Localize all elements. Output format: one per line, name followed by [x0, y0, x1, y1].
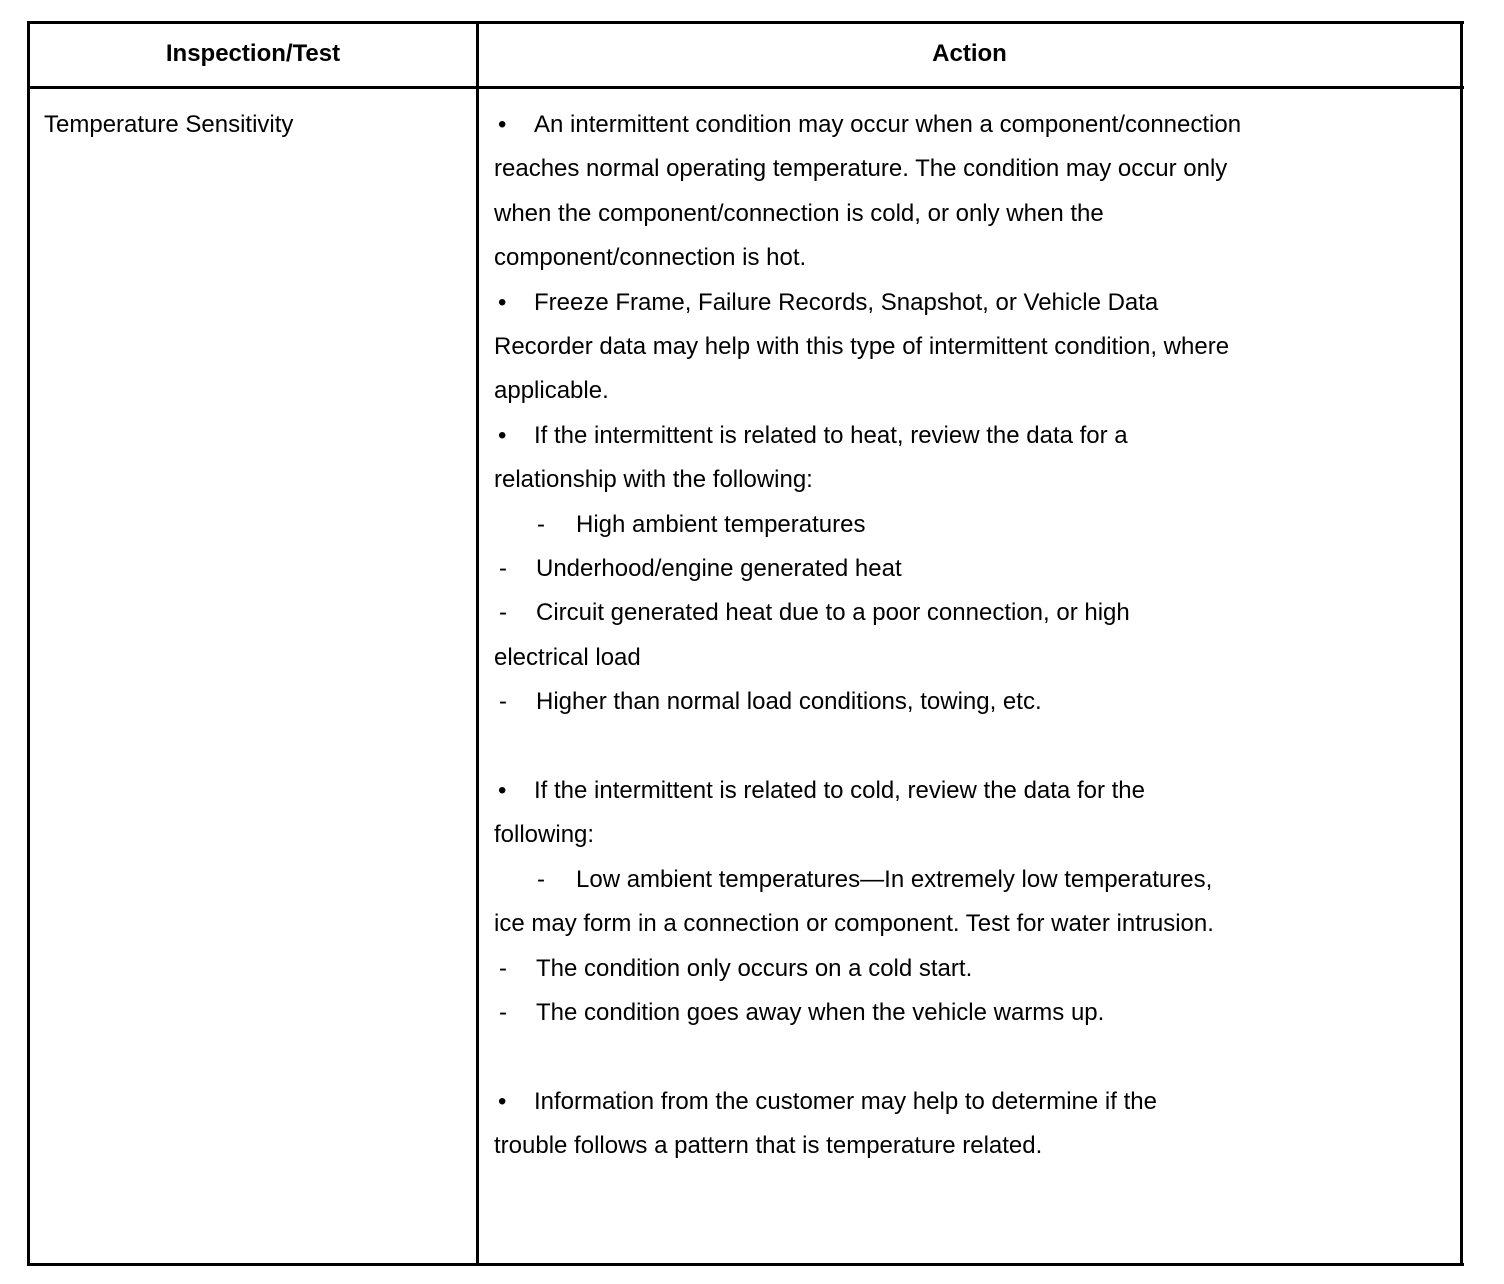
dash-icon: -: [499, 954, 507, 982]
action-line: reaches normal operating temperature. The condition may occur only: [494, 155, 1228, 183]
action-line: Underhood/engine generated heat: [536, 555, 902, 582]
action-line: High ambient temperatures: [576, 510, 866, 538]
table-border-left: [27, 21, 30, 1266]
header-divider: [27, 86, 1464, 89]
action-line: relationship with the following:: [494, 466, 813, 494]
header-action: Action: [932, 40, 1007, 67]
action-line: Freeze Frame, Failure Records, Snapshot, or Vehicle Data: [534, 288, 1159, 316]
inspection-cell: Temperature Sensitivity: [44, 111, 294, 138]
bullet-icon: •: [498, 1087, 507, 1115]
action-line: Low ambient temperatures—In extremely low temperatures,: [576, 865, 1213, 893]
action-line: when the component/connection is cold, or only when the: [494, 199, 1104, 227]
column-divider: [476, 21, 479, 1266]
bullet-icon: •: [498, 111, 507, 138]
dash-icon: -: [499, 999, 507, 1026]
action-line: The condition goes away when the vehicle warms up.: [536, 999, 1105, 1026]
table-border-bottom: [27, 1263, 1464, 1266]
bullet-icon: •: [498, 777, 507, 804]
action-line: Information from the customer may help to determine if the: [534, 1087, 1157, 1115]
action-line: Higher than normal load conditions, towing, etc.: [536, 688, 1042, 716]
action-line: The condition only occurs on a cold start.: [536, 954, 973, 982]
action-line: If the intermittent is related to cold, review the data for the: [534, 777, 1145, 804]
dash-icon: -: [499, 555, 507, 582]
header-inspection-test: Inspection/Test: [165, 40, 341, 67]
table-border-right: [1460, 21, 1463, 1266]
bullet-icon: •: [498, 421, 507, 449]
table-border-top: [27, 21, 1464, 24]
action-line: Recorder data may help with this type of intermittent condition, where: [494, 333, 1230, 360]
dash-icon: -: [537, 865, 545, 893]
action-line: following:: [494, 821, 595, 849]
action-line: electrical load: [494, 643, 641, 671]
action-line: ice may form in a connection or component. Test for water intrusion.: [494, 910, 1214, 938]
dash-icon: -: [537, 510, 545, 538]
action-line: If the intermittent is related to heat, review the data for a: [534, 421, 1128, 449]
action-line: Circuit generated heat due to a poor connection, or high: [536, 599, 1130, 627]
dash-icon: -: [499, 599, 507, 627]
action-line: An intermittent condition may occur when a component/connection: [534, 111, 1242, 138]
bullet-icon: •: [498, 288, 507, 316]
action-line: component/connection is hot.: [494, 244, 807, 272]
action-line: trouble follows a pattern that is temperature related.: [494, 1132, 1043, 1160]
dash-icon: -: [499, 688, 507, 716]
action-line: applicable.: [494, 377, 609, 405]
